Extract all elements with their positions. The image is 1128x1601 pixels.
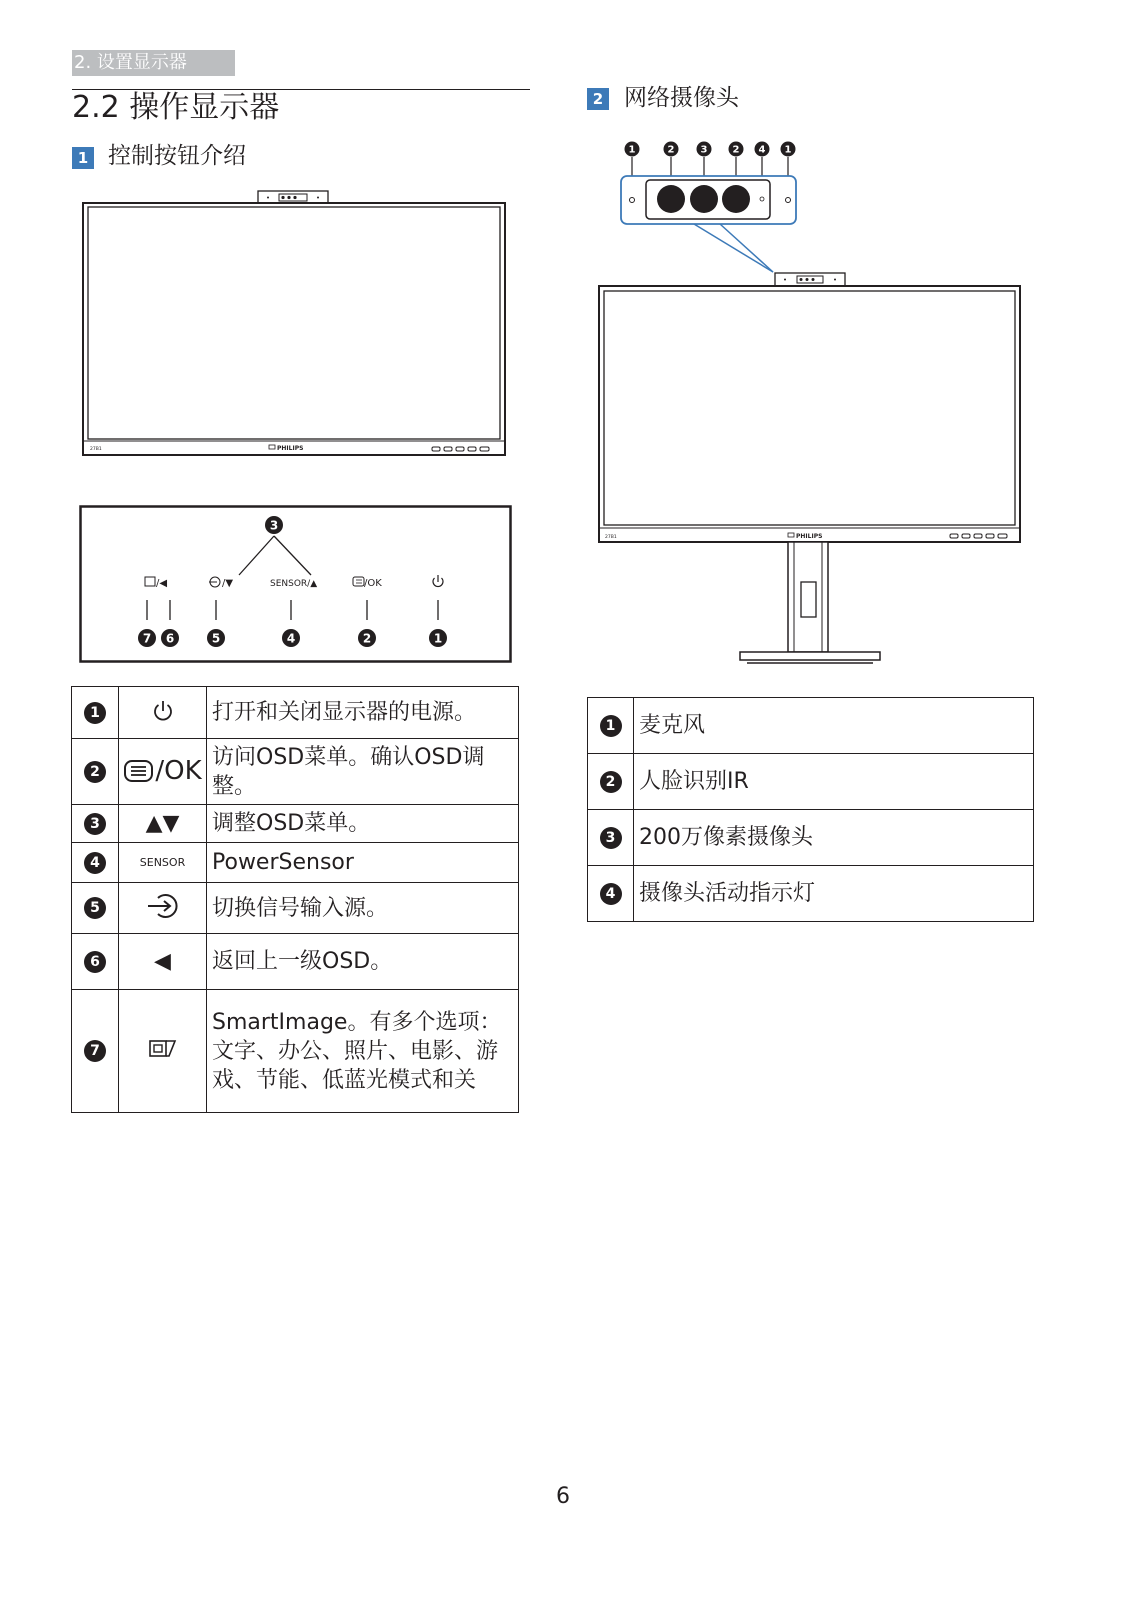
table-row <box>588 810 1034 866</box>
smartimage-icon <box>147 1036 179 1062</box>
table-row <box>72 990 519 1113</box>
svg-text:5: 5 <box>211 631 221 646</box>
subsection-2-title: 网络摄像头 <box>624 85 739 111</box>
svg-text:2: 2 <box>732 144 740 156</box>
breadcrumb: 2. 设置显示器 <box>72 50 235 76</box>
row-description: PowerSensor <box>207 843 519 883</box>
callout-number: 2 <box>84 761 106 783</box>
row-description: 人脸识别IR <box>634 754 1034 810</box>
input-source-icon <box>146 891 180 921</box>
section-title: 2.2 操作显示器 <box>72 90 280 125</box>
callout-number: 6 <box>84 951 106 973</box>
svg-text:3: 3 <box>269 518 279 533</box>
svg-text:4: 4 <box>758 144 766 156</box>
svg-text:7: 7 <box>142 631 152 646</box>
brand-logo: PHILIPS <box>277 445 304 452</box>
controls-table <box>71 686 519 1113</box>
row-description: 切换信号输入源。 <box>207 883 519 934</box>
table-row <box>72 843 519 883</box>
svg-text:/◀: /◀ <box>156 578 168 589</box>
monitor-front-illustration <box>80 185 510 460</box>
table-row <box>72 883 519 934</box>
callout-number: 4 <box>600 883 622 905</box>
callout-number: 7 <box>84 1040 106 1062</box>
svg-text:4: 4 <box>286 631 296 646</box>
table-row <box>588 698 1034 754</box>
table-row <box>72 805 519 843</box>
row-description: 调整OSD菜单。 <box>207 805 519 843</box>
svg-text:2: 2 <box>667 144 675 156</box>
callout-number: 2 <box>600 771 622 793</box>
svg-text:/OK: /OK <box>364 578 382 589</box>
callout-number: 3 <box>600 827 622 849</box>
row-description: 打开和关闭显示器的电源。 <box>207 687 519 739</box>
power-icon <box>150 698 176 724</box>
table-row <box>72 934 519 990</box>
svg-text:1: 1 <box>433 631 443 646</box>
subsection-2-badge: 2 <box>587 88 609 110</box>
row-description: 摄像头活动指示灯 <box>634 866 1034 922</box>
svg-text:PHILIPS: PHILIPS <box>796 533 823 540</box>
subsection-1-title: 控制按钮介绍 <box>108 143 246 169</box>
table-row <box>588 866 1034 922</box>
callout-number: 1 <box>600 715 622 737</box>
callout-number: 1 <box>84 702 106 724</box>
sensor-icon: SENSOR <box>119 843 207 883</box>
button-panel-diagram <box>79 505 514 665</box>
row-description: 返回上一级OSD。 <box>207 934 519 990</box>
svg-text:27B1: 27B1 <box>90 447 102 452</box>
callout-number: 3 <box>84 813 106 835</box>
svg-text:2: 2 <box>362 631 372 646</box>
row-description: 麦克风 <box>634 698 1034 754</box>
row-description: 访问OSD菜单。确认OSD调整。 <box>207 739 519 805</box>
svg-text:/▼: /▼ <box>222 578 234 589</box>
svg-text:27B1: 27B1 <box>605 535 617 540</box>
subsection-1-badge: 1 <box>72 147 94 169</box>
svg-text:1: 1 <box>628 144 636 156</box>
sensor-up-label: SENSOR/▲ <box>270 579 318 589</box>
page-number: 6 <box>556 1484 570 1509</box>
table-row <box>72 739 519 805</box>
svg-text:6: 6 <box>165 631 175 646</box>
up-down-arrows-icon: ▲▼ <box>119 805 207 843</box>
menu-ok-icon: /OK <box>123 756 201 786</box>
svg-text:1: 1 <box>784 144 792 156</box>
table-row <box>588 754 1034 810</box>
table-row <box>72 687 519 739</box>
row-description: SmartImage。有多个选项：文字、办公、照片、电影、游戏、节能、低蓝光模式和关 <box>207 990 519 1113</box>
webcam-monitor-illustration <box>595 135 1027 670</box>
callout-number: 5 <box>84 897 106 919</box>
webcam-table <box>587 697 1034 922</box>
back-arrow-icon: ◀ <box>119 934 207 990</box>
callout-number: 4 <box>84 852 106 874</box>
svg-text:3: 3 <box>700 144 708 156</box>
row-description: 200万像素摄像头 <box>634 810 1034 866</box>
